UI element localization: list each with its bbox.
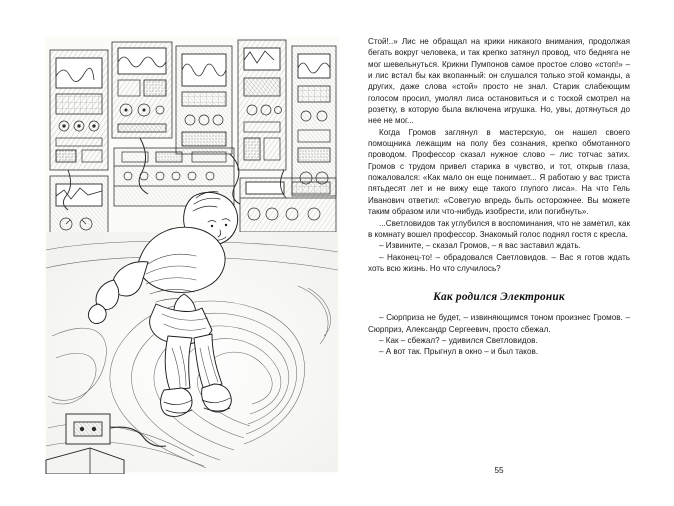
- paragraph: – Сюрприза не будет, – извиняющимся тоном произнес Громов. – Сюрприз, Александр Сергеевич, просто сбежал.: [368, 313, 630, 334]
- paragraph: ...Светловидов так углубился в воспоминания, что не заметил, как в комнату вошел профессор. Знакомый голос поднял гостя с кресла.: [368, 218, 630, 239]
- paragraph: – Извините, – сказал Громов, – я вас заставил ждать.: [379, 241, 581, 251]
- paragraph: Когда Громов заглянул в мастерскую, он нашел своего помощника лежащим на полу без сознания, крепко обмотанного проводом. Профессор сказал нужное слово – лис тотчас затих. Громов с трудом привел старика в чувство, и тот, открыв глаза, пожаловался: «Как мало он еще понимает... Я работаю у вас триста пятьдесят лет и не вижу еще такого глупого лиса». На что Гель Иванович ответил: «Советую впредь быть осторожнее. Вы можете таким образом или что-нибудь изобрести, или погибнуть».: [368, 127, 630, 217]
- text-column-after-title: [368, 312, 630, 357]
- text-column: [368, 36, 630, 274]
- paragraph: – А вот так. Прыгнул в окно – и был таков.: [379, 347, 538, 357]
- chapter-title: Как родился Электроник: [433, 291, 565, 304]
- right-page-text: [368, 36, 630, 474]
- paragraph: – Как – сбежал? – удивился Светловидов.: [379, 335, 538, 345]
- paragraph: – Наконец-то! – обрадовался Светловидов. – Вас я готов ждать хоть всю жизнь. Но что случилось?: [368, 252, 630, 273]
- left-page-illustration: [44, 36, 340, 474]
- laboratory-illustration: [44, 36, 340, 474]
- page-number: 55: [494, 466, 504, 475]
- paragraph: Стой!..» Лис не обращал на крики никакого внимания, продолжая бегать вокруг человека, и так крепко затянул провод, что бедняга не мог шевельнуться. Крикни Пумпонов самое простое слово «стоп!» – и лис встал бы как вкопанный: он слушался только этой команды, а других, даже слова «стой» просто не знал. Старик слабеющим голосом просил, умолял лиса остановиться и с тоской смотрел на розетку, в которую была включена игрушка. Но, увы, дотянуться до нее не мог...: [368, 37, 630, 126]
